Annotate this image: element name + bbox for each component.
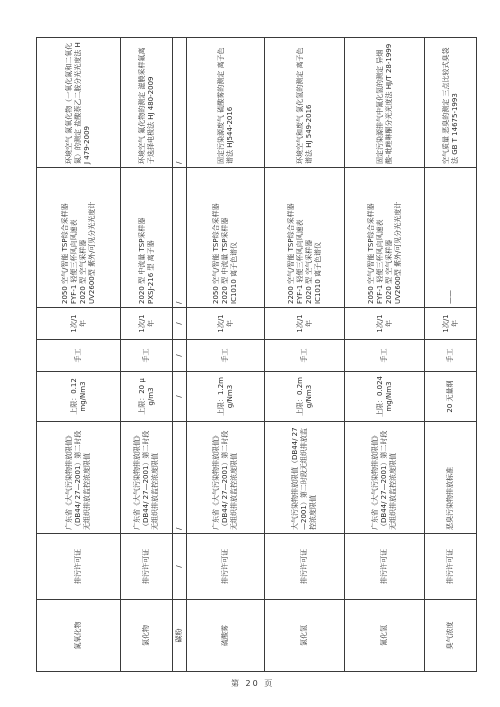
cell-frequency: 1次/1年 bbox=[265, 308, 345, 340]
cell-pollutant: 氰化氢 bbox=[345, 600, 425, 672]
cell-analysis: / bbox=[173, 38, 187, 168]
table-row bbox=[187, 38, 265, 672]
cell-standard: 广东省《大气污染物排放限值》（DB44/ 27—2001）第二时段无组织排放监控浓度限值 bbox=[187, 422, 265, 534]
cell-frequency: 1次/1年 bbox=[187, 308, 265, 340]
cell-frequency: 1次/1年 bbox=[121, 308, 173, 340]
cell-analysis: 环境空气和废气 氯化氢的测定 离子色谱法 HJ 549-2016 bbox=[265, 38, 345, 168]
cell-frequency: 1次/1年 bbox=[425, 308, 477, 340]
cell-frequency: 1次/1年 bbox=[37, 308, 121, 340]
cell-basis: 排污许可证 bbox=[121, 534, 173, 600]
cell-method: 手工 bbox=[187, 340, 265, 372]
cell-limit: 上限：0.024mg/Nm3 bbox=[345, 372, 425, 422]
cell-analysis: 固定污染源废气 硫酸雾的测定 离子色谱法 HJ544-2016 bbox=[187, 38, 265, 168]
monitoring-table bbox=[36, 37, 477, 672]
cell-limit: 上限：1.2mg/Nm3 bbox=[187, 372, 265, 422]
cell-limit: 上限：20 μg/m3 bbox=[121, 372, 173, 422]
cell-instrument: 2050 空气/智能 TSP综合采样器 2020 型 中流量 TSP采样器 IC1010 离子色谱仪 bbox=[187, 168, 265, 308]
cell-instrument: —— bbox=[425, 168, 477, 308]
cell-limit: / bbox=[173, 372, 187, 422]
cell-instrument: 2050 空气/智能 TSP综合采样器 FYF-1 轻便三杯风向风速表 2020 型 空气采样器 UV2600型 紫外/可见分光光度计 bbox=[345, 168, 425, 308]
cell-method: 手工 bbox=[345, 340, 425, 372]
cell-instrument: 2050 空气/智能 TSP综合采样器 FYF-1 轻便三杯风向风速表 2020 型 空气采样器 UV2600型 紫外/可见分光光度计 bbox=[37, 168, 121, 308]
cell-basis: 排污许可证 bbox=[345, 534, 425, 600]
cell-method: / bbox=[173, 340, 187, 372]
cell-basis: / bbox=[173, 534, 187, 600]
cell-standard: 大气污染物排放限值（DB44/ 27—2001）第二时段无组织排放监控浓度限值 bbox=[265, 422, 345, 534]
cell-pollutant: 碳粉 bbox=[173, 600, 187, 672]
page-number: 第 20 页 bbox=[231, 679, 275, 688]
cell-standard: 恶臭污染物排放标准 bbox=[425, 422, 477, 534]
cell-method: 手工 bbox=[121, 340, 173, 372]
table-row bbox=[173, 38, 187, 672]
cell-frequency: 1次/1年 bbox=[345, 308, 425, 340]
cell-basis: 排污许可证 bbox=[187, 534, 265, 600]
cell-analysis: 环境空气 氮氧化物（一氧化氮和二氧化氮）的测定 盐酸萘乙二胺分光光度法 HJ 479-2009 bbox=[37, 38, 121, 168]
cell-pollutant: 臭气浓度 bbox=[425, 600, 477, 672]
table-body bbox=[37, 38, 477, 672]
cell-instrument: 2020 型 中流量 TSP采样器 PXSJ-216 型 离子器 bbox=[121, 168, 173, 308]
cell-analysis: 环境空气 氟化物的测定 滤膜采样氟离子选择电极法 HJ 480-2009 bbox=[121, 38, 173, 168]
cell-standard: 广东省《大气污染物排放限值》（DB44/ 27—2001）第二时段无组织排放监控浓度限值 bbox=[121, 422, 173, 534]
cell-frequency: / bbox=[173, 308, 187, 340]
cell-standard: 广东省《大气污染物排放限值》（DB44/ 27—2001）第二时段无组织排放监控浓度限值 bbox=[345, 422, 425, 534]
cell-method: 手工 bbox=[425, 340, 477, 372]
cell-standard: 广东省《大气污染物排放限值》（DB44/ 27—2001）第二时段无组织排放监控浓度限值 bbox=[37, 422, 121, 534]
cell-standard: / bbox=[173, 422, 187, 534]
cell-pollutant: 氯化物 bbox=[121, 600, 173, 672]
cell-method: 手工 bbox=[265, 340, 345, 372]
cell-limit: 上限：0.2mg/Nm3 bbox=[265, 372, 345, 422]
table-row bbox=[265, 38, 345, 672]
cell-method: 手工 bbox=[37, 340, 121, 372]
cell-limit: 20 无量纲 bbox=[425, 372, 477, 422]
cell-analysis: 固定污染源排气中氰化氢的测定 异烟酸-吡唑啉酮分光光度法 HJ/T 28-1999 bbox=[345, 38, 425, 168]
table-row bbox=[425, 38, 477, 672]
cell-pollutant: 氯化氢 bbox=[265, 600, 345, 672]
cell-analysis: 空气质量 恶臭的测定 三点比较式臭袋法 GB T 14675-1993 bbox=[425, 38, 477, 168]
cell-basis: 排污许可证 bbox=[265, 534, 345, 600]
table-row bbox=[121, 38, 173, 672]
cell-basis: 排污许可证 bbox=[37, 534, 121, 600]
cell-instrument: 2200 空气/智能 TSP综合采样器 FYF-1 轻便三杯风向风速表 2020 型 空气采样器 IC1010 离子色谱仪 bbox=[265, 168, 345, 308]
cell-basis: 排污许可证 bbox=[425, 534, 477, 600]
cell-pollutant: 硫酸雾 bbox=[187, 600, 265, 672]
cell-instrument: / bbox=[173, 168, 187, 308]
table-row bbox=[345, 38, 425, 672]
cell-pollutant: 氮氧化物 bbox=[37, 600, 121, 672]
cell-limit: 上限：0.12mg/Nm3 bbox=[37, 372, 121, 422]
table-row bbox=[37, 38, 121, 672]
